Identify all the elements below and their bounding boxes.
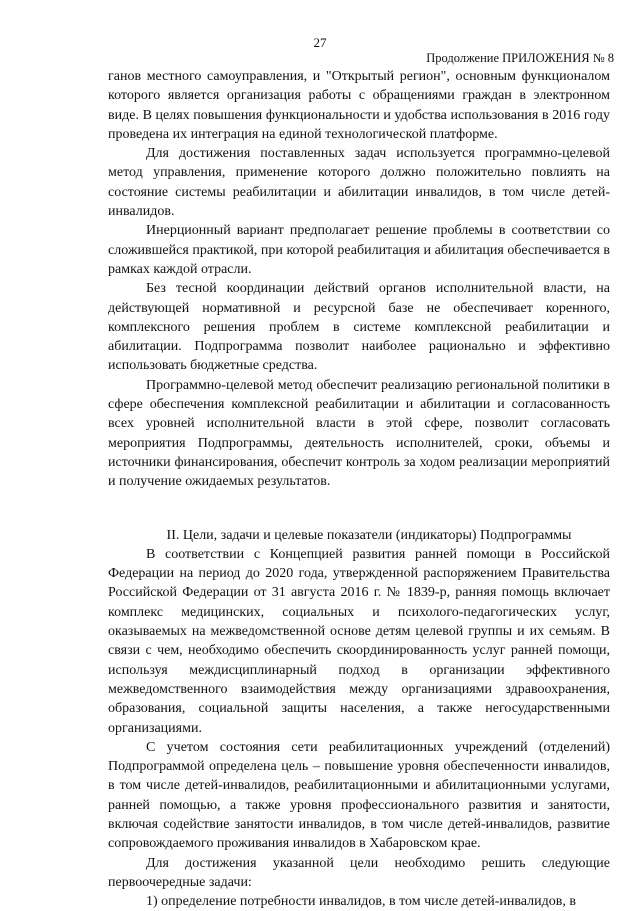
page-number: 27 xyxy=(313,35,327,50)
document-body xyxy=(108,67,610,911)
paragraph-early-help-concept: В соответствии с Концепцией развития ранней помощи в Российской Федерации на период до 2020 года, утвержденной распоряжением Правительства Российской Федерации от 31 августа 2016 г. № 1839-р, ранняя помощь включает комплекс медицинских, социальных и психолого-педагогических услуг, оказываемых на межведомственной основе детям целевой группы и их семьям. В связи с чем, необходимо обеспечить скоординированность услуг ранней помощи, используя междисциплинарный подход в организации эффективного межведомственного взаимодействия между организациями здравоохранения, образования, социальной защиты населения, а также негосударственными организациями. xyxy=(108,546,610,736)
section-spacer xyxy=(108,492,610,526)
paragraph-inertial-variant: Инерционный вариант предполагает решение проблемы в соответствии со сложившейся практикой, при которой реабилитация и абилитация обеспечивается в рамках каждой отрасли. xyxy=(108,223,610,277)
paragraph-task-1: 1) определение потребности инвалидов, в том числе детей-инвалидов, в xyxy=(146,894,576,910)
paragraph-coordination: Без тесной координации действий органов исполнительной власти, на действующей нормативной и ресурсной базе не обеспечивает коренного, комплексного решения проблем в системе комплексной реабилитации и абилитации. Подпрограмма позволит наиболее рационально и эффективно использовать бюджетные средства. xyxy=(108,281,610,374)
paragraph-goal: С учетом состояния сети реабилитационных учреждений (отделений) Подпрограммой определена цель – повышение уровня обеспеченности инвалидов, в том числе детей-инвалидов, реабилитационными и абилитационными услугами, ранней помощью, а также уровня профессионального развития и занятости, включая содействие занятости инвалидов, в том числе детей-инвалидов, развитие сопровождаемого проживания инвалидов в Хабаровском крае. xyxy=(108,739,610,852)
paragraph-intro-continuation: ганов местного самоуправления, и "Открытый регион", основным функционалом которого является организация работы с обращениями граждан в электронном виде. В целях повышения функциональности и удобства использования в 2016 году проведена их интеграция на единой технологической платформе. xyxy=(108,69,610,142)
section-heading: II. Цели, задачи и целевые показатели (индикаторы) Подпрограммы xyxy=(166,527,572,543)
appendix-continuation-label: Продолжение ПРИЛОЖЕНИЯ № 8 xyxy=(426,51,614,65)
paragraph-program-target-method: Для достижения поставленных задач используется программно-целевой метод управления, применение которого должно положительно повлиять на состояние системы реабилитации и абилитации инвалидов, в том числе детей-инвалидов. xyxy=(108,146,610,220)
paragraph-tasks-intro: Для достижения указанной цели необходимо решить следующие первоочередные задачи: xyxy=(108,855,610,890)
paragraph-method-benefits: Программно-целевой метод обеспечит реализацию региональной политики в сфере обеспечения комплексной реабилитации и абилитации и согласованность всех уровней исполнительной власти в этой сфере, позволит согласовать мероприятия Подпрограммы, деятельность исполнителей, сроки, объемы и источники финансирования, обеспечит контроль за ходом реализации мероприятий и получение ожидаемых результатов. xyxy=(108,377,610,490)
